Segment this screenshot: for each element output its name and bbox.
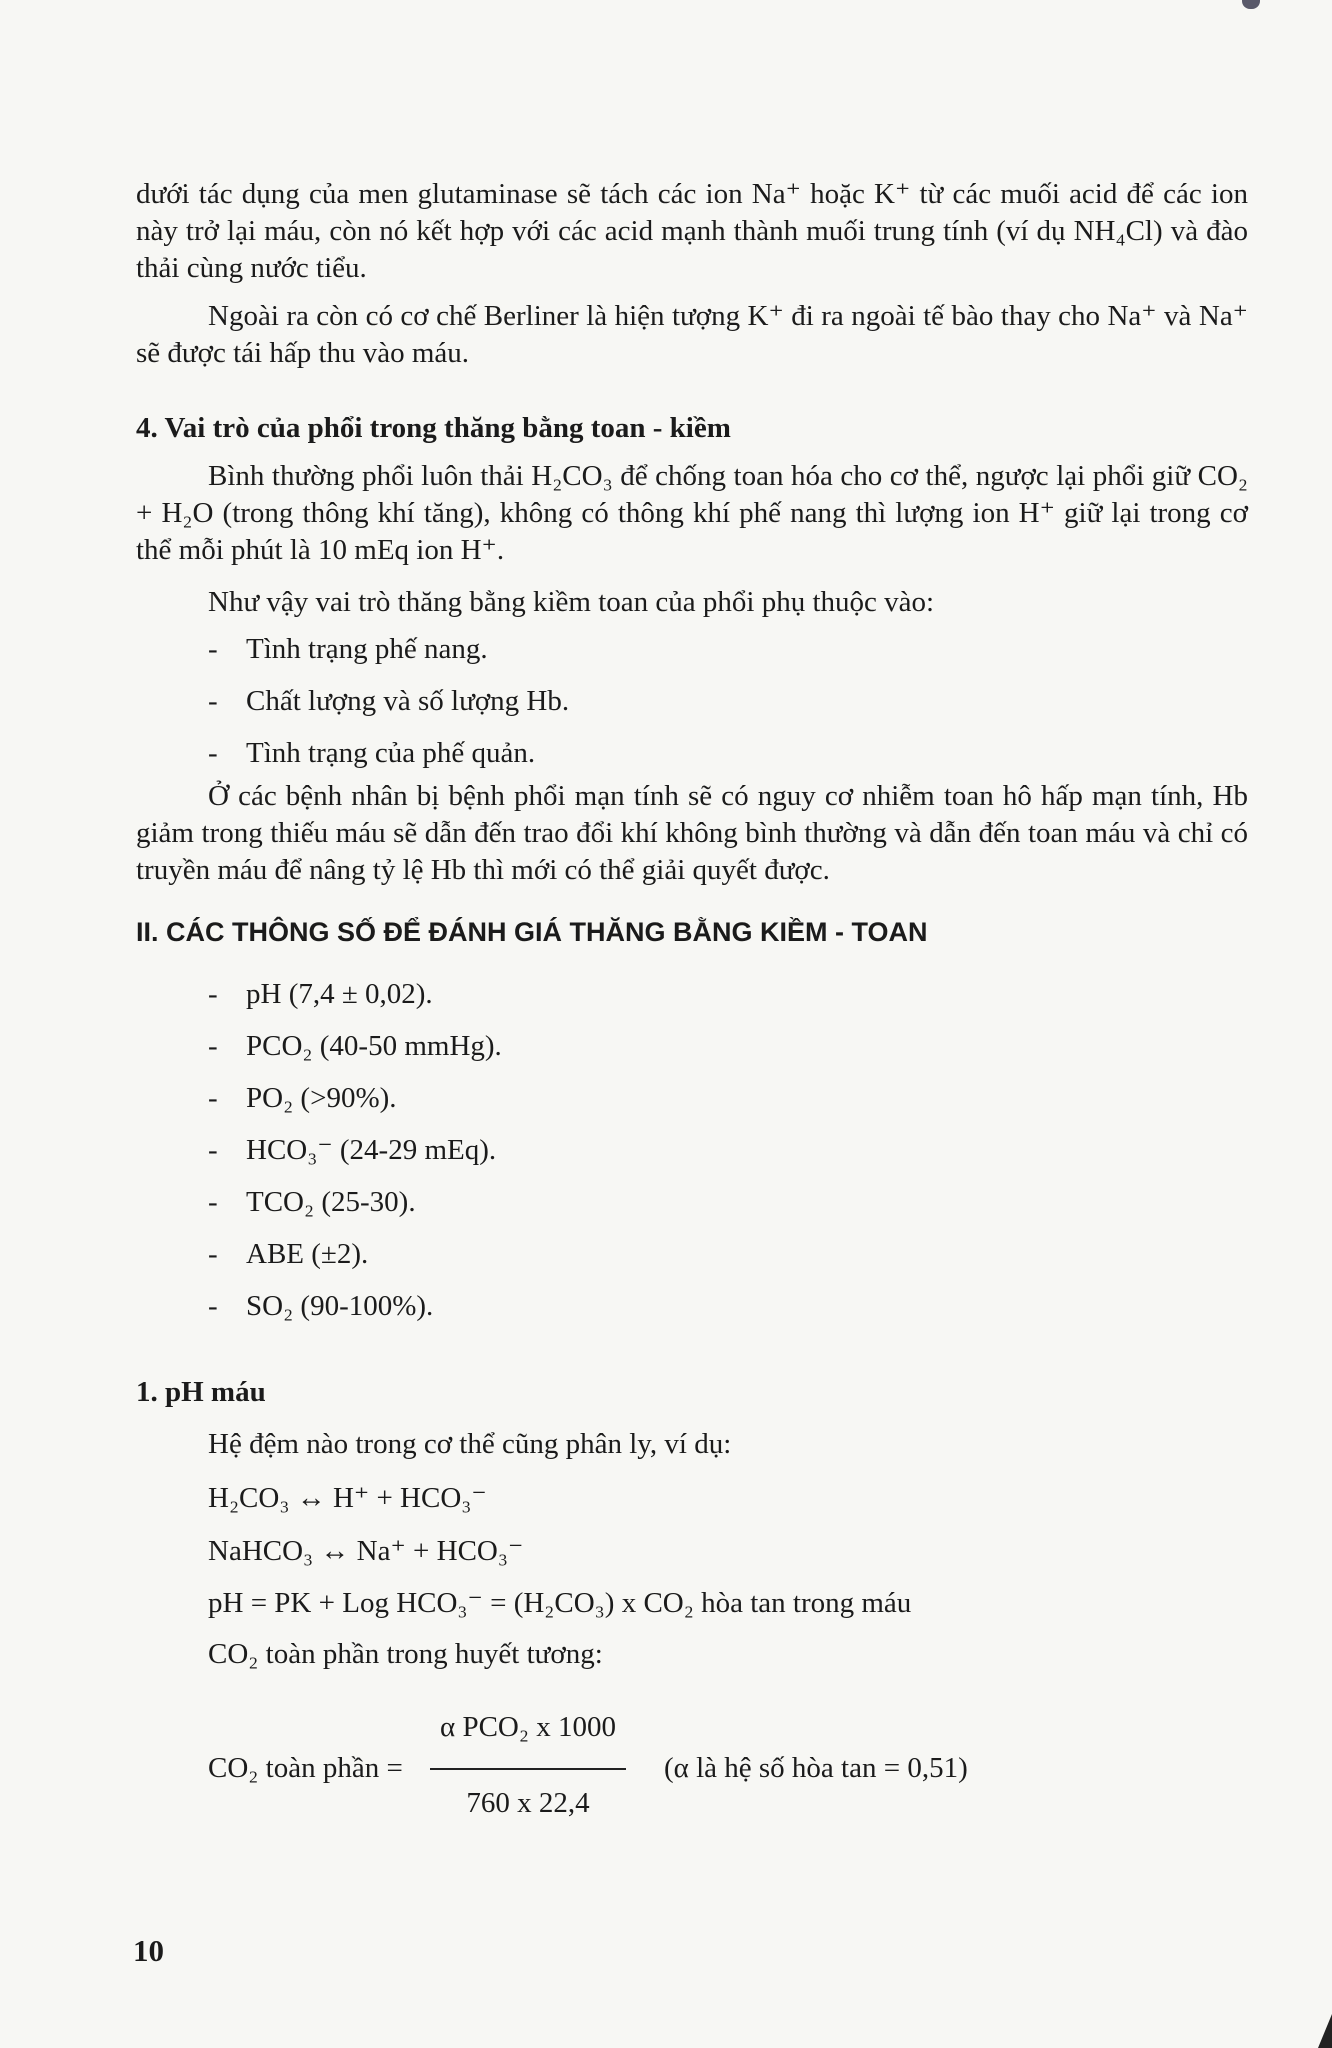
- formula-numerator: α PCO₂ x 1000: [440, 1711, 616, 1743]
- lung-factors-list: [208, 623, 569, 779]
- paragraph-glutaminase: dưới tác dụng của men glutaminase sẽ tách các ion Na⁺ hoặc K⁺ từ các muối acid để các ion này trở lại máu, còn nó kết hợp với các acid mạnh thành muối trung tính (ví dụ NH₄Cl) và đào thải cùng nước tiểu.: [136, 178, 1248, 284]
- section-1-heading-block: [136, 1374, 1248, 1411]
- section-4-heading: 4. Vai trò của phổi trong thăng bằng toan - kiềm: [136, 412, 731, 444]
- equation-bicarbonate: NaHCO₃ ↔ Na⁺ + HCO₃⁻: [208, 1535, 524, 1567]
- formula-lhs: CO₂ toàn phần =: [208, 1752, 403, 1784]
- section-4-heading-block: [136, 410, 1248, 447]
- parameters-list: [208, 968, 502, 1332]
- list-item: - PO₂ (>90%).: [208, 1082, 397, 1114]
- paragraph-lung-role-block: [136, 458, 1248, 569]
- section-II-heading-block: [136, 914, 1248, 951]
- lung-factors-intro: Như vậy vai trò thăng bằng kiềm toan của phổi phụ thuộc vào:: [208, 586, 935, 618]
- paragraph-berliner-block: [136, 298, 1248, 372]
- paragraph-chronic-lung: Ở các bệnh nhân bị bệnh phổi mạn tính sẽ có nguy cơ nhiễm toan hô hấp mạn tính, Hb giảm trong thiếu máu sẽ dẫn đến trao đổi khí không bình thường và dẫn đến toan máu và chỉ có truyền máu để nâng tỷ lệ Hb thì mới có thể giải quyết được.: [136, 780, 1248, 886]
- list-item: - pH (7,4 ± 0,02).: [208, 978, 433, 1010]
- scan-mark: [1242, 0, 1260, 9]
- paragraph-chronic-lung-block: [136, 778, 1248, 889]
- list-item: - Tình trạng phế nang.: [208, 633, 488, 665]
- paragraph-berliner: Ngoài ra còn có cơ chế Berliner là hiện tượng K⁺ đi ra ngoài tế bào thay cho Na⁺ và Na⁺ sẽ được tái hấp thu vào máu.: [136, 300, 1248, 369]
- page-number: 10: [133, 1933, 164, 1968]
- scan-corner-mark: [1318, 2014, 1332, 2048]
- buffer-intro: Hệ đệm nào trong cơ thể cũng phân ly, ví dụ:: [208, 1428, 732, 1460]
- fraction-bar: [430, 1768, 626, 1770]
- paragraph-lung-role: Bình thường phổi luôn thải H₂CO₃ để chống toan hóa cho cơ thể, ngược lại phổi giữ CO₂ + H₂O (trong thông khí tăng), không có thông khí phế nang thì lượng ion H⁺ giữ lại trong cơ thể mỗi phút là 10 mEq ion H⁺.: [136, 460, 1248, 566]
- list-item: - SO₂ (90-100%).: [208, 1290, 434, 1322]
- paragraph-continuation: [136, 176, 1248, 287]
- list-item: - Tình trạng của phế quản.: [208, 737, 536, 769]
- co2-total-intro: CO₂ toàn phần trong huyết tương:: [208, 1638, 603, 1670]
- list-item: - ABE (±2).: [208, 1238, 369, 1270]
- equation-ph: pH = PK + Log HCO₃⁻ = (H₂CO₃) x CO₂ hòa tan trong máu: [208, 1587, 912, 1619]
- list-item: - HCO₃⁻ (24-29 mEq).: [208, 1134, 497, 1166]
- section-1-heading: 1. pH máu: [136, 1376, 266, 1408]
- list-item: - TCO₂ (25-30).: [208, 1186, 416, 1218]
- equation-carbonic-acid: H₂CO₃ ↔ H⁺ + HCO₃⁻: [208, 1482, 487, 1514]
- section-II-heading: II. CÁC THÔNG SỐ ĐỂ ĐÁNH GIÁ THĂNG BẰNG KIỀM - TOAN: [136, 917, 928, 947]
- list-item: - PCO₂ (40-50 mmHg).: [208, 1030, 502, 1062]
- formula-note: (α là hệ số hòa tan = 0,51): [664, 1752, 968, 1784]
- formula-denominator: 760 x 22,4: [466, 1787, 590, 1819]
- list-item: - Chất lượng và số lượng Hb.: [208, 685, 570, 717]
